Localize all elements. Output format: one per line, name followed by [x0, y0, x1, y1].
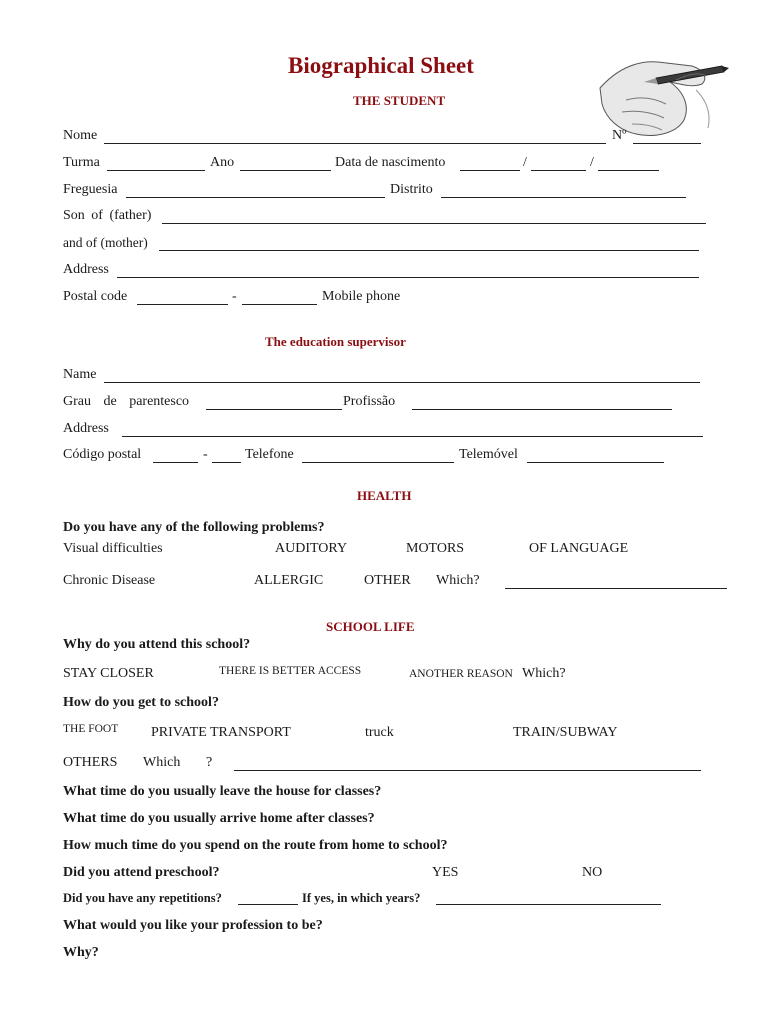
field-turma[interactable]	[107, 170, 205, 171]
option-the-foot[interactable]: THE FOOT	[63, 723, 119, 735]
label-codigo-postal: Código postal	[63, 447, 142, 462]
label-ano: Ano	[210, 155, 235, 170]
question-preschool: Did you attend preschool?	[63, 865, 220, 880]
field-birth-day[interactable]	[460, 170, 520, 171]
option-train-subway[interactable]: TRAIN/SUBWAY	[513, 725, 618, 740]
option-visual[interactable]: Visual difficulties	[63, 541, 163, 556]
field-health-which[interactable]	[505, 588, 727, 589]
label-nome: Nome	[63, 128, 98, 143]
option-auditory[interactable]: AUDITORY	[275, 541, 348, 556]
option-stay-closer[interactable]: STAY CLOSER	[63, 666, 154, 681]
option-chronic[interactable]: Chronic Disease	[63, 573, 156, 588]
label-postal-code: Postal code	[63, 289, 128, 304]
question-profession: What would you like your profession to be?	[63, 918, 323, 933]
field-nome[interactable]	[104, 143, 606, 144]
question-how-get: How do you get to school?	[63, 695, 219, 710]
option-language[interactable]: OF LANGUAGE	[529, 541, 629, 556]
section-heading-supervisor: The education supervisor	[265, 334, 406, 349]
label-which: Which?	[436, 573, 480, 588]
label-distrito: Distrito	[390, 182, 433, 197]
option-better-access[interactable]: THERE IS BETTER ACCESS	[219, 665, 362, 677]
field-address[interactable]	[117, 277, 699, 278]
date-separator: /	[523, 155, 527, 170]
label-son-of: Son of (father)	[63, 208, 152, 223]
option-motors[interactable]: MOTORS	[406, 541, 465, 556]
label-address: Address	[63, 421, 109, 436]
label-turma: Turma	[63, 155, 100, 170]
label-profissao: Profissão	[343, 394, 396, 409]
field-transport-which[interactable]	[234, 770, 701, 771]
field-birth-month[interactable]	[531, 170, 586, 171]
field-birth-year[interactable]	[598, 170, 659, 171]
field-repetitions[interactable]	[238, 904, 298, 905]
field-ano[interactable]	[240, 170, 331, 171]
field-mother[interactable]	[159, 250, 699, 251]
label-question-mark: ?	[206, 755, 213, 770]
label-which: Which	[143, 755, 181, 770]
question-leave-house: What time do you usually leave the house for classes?	[63, 784, 382, 799]
label-and-of: and of (mother)	[63, 235, 148, 250]
field-grau-parentesco[interactable]	[206, 409, 342, 410]
field-supervisor-address[interactable]	[122, 436, 703, 437]
option-others[interactable]: OTHERS	[63, 755, 118, 770]
label-which: Which?	[522, 666, 566, 681]
label-freguesia: Freguesia	[63, 182, 118, 197]
field-supervisor-name[interactable]	[104, 382, 700, 383]
field-freguesia[interactable]	[126, 197, 385, 198]
option-allergic[interactable]: ALLERGIC	[254, 573, 324, 588]
field-father[interactable]	[162, 223, 706, 224]
field-postal-code-1[interactable]	[137, 304, 228, 305]
field-postal-code-2[interactable]	[242, 304, 317, 305]
option-other[interactable]: OTHER	[364, 573, 411, 588]
field-telemovel[interactable]	[527, 462, 664, 463]
option-yes[interactable]: YES	[432, 865, 459, 880]
question-health-problems: Do you have any of the following problems?	[63, 520, 325, 535]
label-numero: Nº	[612, 128, 627, 143]
option-no[interactable]: NO	[582, 865, 603, 880]
section-heading-student: THE STUDENT	[353, 93, 446, 108]
section-heading-health: HEALTH	[357, 488, 412, 503]
postal-dash: -	[232, 289, 237, 304]
label-mobile-phone: Mobile phone	[322, 289, 401, 304]
label-address: Address	[63, 262, 109, 277]
label-telefone: Telefone	[245, 447, 294, 462]
field-codigo-postal-2[interactable]	[212, 462, 241, 463]
section-heading-school-life: SCHOOL LIFE	[326, 619, 415, 634]
page-title: Biographical Sheet	[288, 53, 474, 78]
field-profissao[interactable]	[412, 409, 672, 410]
label-telemovel: Telemóvel	[459, 447, 518, 462]
question-why-attend: Why do you attend this school?	[63, 637, 251, 652]
question-repetitions: Did you have any repetitions?	[63, 891, 222, 905]
field-distrito[interactable]	[441, 197, 686, 198]
option-truck[interactable]: truck	[365, 725, 394, 740]
label-name: Name	[63, 367, 97, 382]
date-separator: /	[590, 155, 594, 170]
question-route-time: How much time do you spend on the route from home to school?	[63, 838, 448, 853]
postal-dash: -	[203, 447, 208, 462]
field-codigo-postal-1[interactable]	[153, 462, 198, 463]
field-numero[interactable]	[633, 143, 701, 144]
option-another-reason[interactable]: ANOTHER REASON	[409, 668, 513, 680]
question-why: Why?	[63, 945, 99, 960]
option-private-transport[interactable]: PRIVATE TRANSPORT	[151, 725, 291, 740]
hand-holding-pen-icon	[596, 30, 730, 140]
label-data-nascimento: Data de nascimento	[335, 155, 446, 170]
question-arrive-home: What time do you usually arrive home after classes?	[63, 811, 375, 826]
label-grau-parentesco: Grau de parentesco	[63, 394, 190, 409]
field-which-years[interactable]	[436, 904, 661, 905]
question-which-years: If yes, in which years?	[302, 891, 421, 905]
field-telefone[interactable]	[302, 462, 454, 463]
